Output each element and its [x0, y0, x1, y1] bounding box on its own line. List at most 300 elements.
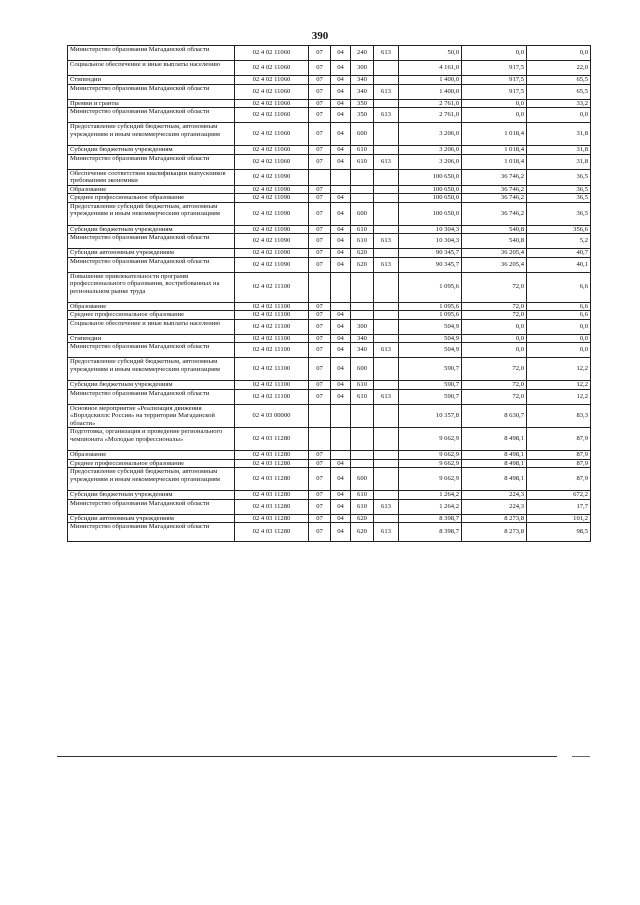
row-department: 613 [374, 154, 399, 169]
row-executed: 1 018,4 [462, 123, 527, 146]
row-subsection: 04 [331, 381, 351, 390]
row-executed: 72,0 [462, 389, 527, 404]
row-department [374, 76, 399, 85]
footer-rule [57, 756, 557, 757]
row-name: Основное мероприятие «Реализация движения «Ворлдскиллс Россия» на территории Магаданской области» [68, 404, 235, 428]
row-name: Министерство образования Магаданской области [68, 234, 235, 249]
row-code: 02 4 03 00000 [235, 404, 309, 428]
row-section: 07 [309, 381, 331, 390]
row-code: 02 4 03 11280 [235, 459, 309, 468]
row-department [374, 319, 399, 334]
table-row [68, 468, 591, 491]
row-name: Образование [68, 451, 235, 460]
table-row [68, 451, 591, 460]
row-planned: 2 761,0 [399, 108, 462, 123]
row-planned: 1 264,2 [399, 499, 462, 514]
row-percent: 12,2 [527, 381, 591, 390]
row-section: 07 [309, 249, 331, 258]
row-subsection: 04 [331, 123, 351, 146]
row-percent: 98,5 [527, 523, 591, 542]
row-executed: 8 498,1 [462, 451, 527, 460]
row-planned: 8 398,7 [399, 523, 462, 542]
row-expense-type: 610 [351, 146, 374, 155]
row-section [309, 272, 331, 302]
row-expense-type: 610 [351, 225, 374, 234]
row-executed: 1 018,4 [462, 154, 527, 169]
row-executed: 224,3 [462, 499, 527, 514]
row-expense-type [351, 428, 374, 451]
row-subsection: 04 [331, 343, 351, 358]
row-executed: 0,0 [462, 319, 527, 334]
row-name: Субсидии бюджетным учреждениям [68, 381, 235, 390]
row-percent: 31,8 [527, 123, 591, 146]
row-subsection: 04 [331, 257, 351, 272]
row-subsection: 04 [331, 389, 351, 404]
row-percent: 6,6 [527, 272, 591, 302]
row-code: 02 4 03 11280 [235, 451, 309, 460]
row-section: 07 [309, 343, 331, 358]
row-expense-type [351, 302, 374, 311]
row-section: 07 [309, 514, 331, 523]
row-subsection: 04 [331, 146, 351, 155]
row-department [374, 468, 399, 491]
row-name: Образование [68, 185, 235, 194]
table-row [68, 99, 591, 108]
row-subsection [331, 185, 351, 194]
row-code: 02 4 02 11100 [235, 389, 309, 404]
row-percent: 31,8 [527, 146, 591, 155]
row-section [309, 428, 331, 451]
row-percent: 6,6 [527, 311, 591, 320]
table-row [68, 358, 591, 381]
row-executed: 917,5 [462, 76, 527, 85]
row-subsection: 04 [331, 108, 351, 123]
row-expense-type: 600 [351, 123, 374, 146]
table-row [68, 311, 591, 320]
row-planned: 9 662,9 [399, 428, 462, 451]
row-department: 613 [374, 234, 399, 249]
table-row [68, 272, 591, 302]
row-section: 07 [309, 334, 331, 343]
row-name: Предоставление субсидий бюджетным, автономным учреждениям и иным некоммерческим организациям [68, 202, 235, 225]
row-percent: 17,7 [527, 499, 591, 514]
row-department [374, 99, 399, 108]
row-name: Среднее профессиональное образование [68, 459, 235, 468]
row-section: 07 [309, 61, 331, 76]
row-name: Повышение привлекательности программ профессионального образования, востребованных на региональном рынке труда [68, 272, 235, 302]
row-executed: 0,0 [462, 334, 527, 343]
row-subsection: 04 [331, 499, 351, 514]
row-name: Министерство образования Магаданской области [68, 108, 235, 123]
row-percent: 36,5 [527, 185, 591, 194]
row-subsection [331, 272, 351, 302]
row-code: 02 4 02 11100 [235, 302, 309, 311]
row-executed: 917,5 [462, 84, 527, 99]
row-expense-type: 610 [351, 491, 374, 500]
row-planned: 1 400,0 [399, 76, 462, 85]
row-percent: 33,2 [527, 99, 591, 108]
row-code: 02 4 02 11100 [235, 311, 309, 320]
row-expense-type: 300 [351, 319, 374, 334]
row-planned: 100 650,0 [399, 169, 462, 185]
row-name: Премии и гранты [68, 99, 235, 108]
row-name: Субсидии автономным учреждениям [68, 514, 235, 523]
row-code: 02 4 02 11060 [235, 123, 309, 146]
row-executed: 917,5 [462, 61, 527, 76]
row-planned: 504,9 [399, 334, 462, 343]
row-section: 07 [309, 459, 331, 468]
row-subsection [331, 302, 351, 311]
row-percent: 40,1 [527, 257, 591, 272]
table-row [68, 154, 591, 169]
row-subsection: 04 [331, 234, 351, 249]
row-section: 07 [309, 257, 331, 272]
row-expense-type: 600 [351, 468, 374, 491]
table-row [68, 185, 591, 194]
table-row [68, 249, 591, 258]
row-department [374, 459, 399, 468]
row-planned: 90 345,7 [399, 249, 462, 258]
row-department [374, 249, 399, 258]
row-code: 02 4 02 11090 [235, 169, 309, 185]
row-planned: 90 345,7 [399, 257, 462, 272]
row-subsection [331, 404, 351, 428]
row-code: 02 4 03 11280 [235, 491, 309, 500]
row-department [374, 491, 399, 500]
row-code: 02 4 02 11060 [235, 46, 309, 61]
row-code: 02 4 02 11060 [235, 108, 309, 123]
row-subsection: 04 [331, 311, 351, 320]
row-expense-type [351, 459, 374, 468]
row-percent: 0,0 [527, 343, 591, 358]
row-expense-type: 620 [351, 523, 374, 542]
row-percent: 87,9 [527, 451, 591, 460]
row-department [374, 146, 399, 155]
row-planned: 1 095,6 [399, 302, 462, 311]
row-name: Субсидии бюджетным учреждениям [68, 146, 235, 155]
row-subsection: 04 [331, 459, 351, 468]
row-percent: 0,0 [527, 319, 591, 334]
row-code: 02 4 02 11090 [235, 249, 309, 258]
row-department [374, 311, 399, 320]
row-section: 07 [309, 108, 331, 123]
row-section: 07 [309, 146, 331, 155]
row-section: 07 [309, 311, 331, 320]
row-department: 613 [374, 108, 399, 123]
row-expense-type: 240 [351, 46, 374, 61]
row-name: Среднее профессиональное образование [68, 194, 235, 203]
row-department [374, 404, 399, 428]
row-code: 02 4 02 11060 [235, 99, 309, 108]
row-code: 02 4 02 11090 [235, 225, 309, 234]
table-row [68, 257, 591, 272]
row-executed: 36 205,4 [462, 249, 527, 258]
row-section: 07 [309, 302, 331, 311]
row-code: 02 4 02 11090 [235, 194, 309, 203]
row-expense-type [351, 311, 374, 320]
row-section: 07 [309, 319, 331, 334]
table-row [68, 343, 591, 358]
row-code: 02 4 02 11060 [235, 61, 309, 76]
row-percent: 356,6 [527, 225, 591, 234]
row-subsection [331, 169, 351, 185]
row-subsection: 04 [331, 225, 351, 234]
row-name: Социальное обеспечение и иные выплаты населению [68, 61, 235, 76]
row-section: 07 [309, 202, 331, 225]
row-department [374, 225, 399, 234]
row-percent: 101,2 [527, 514, 591, 523]
table-row [68, 76, 591, 85]
row-expense-type [351, 451, 374, 460]
table-row [68, 202, 591, 225]
row-percent: 83,3 [527, 404, 591, 428]
row-planned: 1 095,6 [399, 272, 462, 302]
row-executed: 0,0 [462, 99, 527, 108]
row-expense-type [351, 194, 374, 203]
row-planned: 10 304,3 [399, 225, 462, 234]
page-number: 390 [311, 30, 329, 42]
row-name: Министерство образования Магаданской области [68, 499, 235, 514]
row-department: 613 [374, 499, 399, 514]
row-department [374, 202, 399, 225]
row-executed: 8 273,8 [462, 523, 527, 542]
row-percent: 6,6 [527, 302, 591, 311]
row-executed: 1 018,4 [462, 146, 527, 155]
row-planned: 3 206,0 [399, 123, 462, 146]
row-planned: 590,7 [399, 389, 462, 404]
row-code: 02 4 02 11060 [235, 76, 309, 85]
row-percent: 87,9 [527, 468, 591, 491]
row-subsection: 04 [331, 491, 351, 500]
row-executed: 224,3 [462, 491, 527, 500]
row-executed: 540,8 [462, 225, 527, 234]
row-code: 02 4 02 11100 [235, 272, 309, 302]
table-row [68, 319, 591, 334]
row-executed: 540,8 [462, 234, 527, 249]
table-row [68, 169, 591, 185]
row-name: Обеспечение соответствия квалификации выпускников требованиям экономики [68, 169, 235, 185]
table-row [68, 523, 591, 542]
row-executed: 72,0 [462, 311, 527, 320]
row-expense-type: 610 [351, 499, 374, 514]
row-executed: 36 746,2 [462, 169, 527, 185]
row-expense-type: 350 [351, 108, 374, 123]
row-code: 02 4 02 11100 [235, 381, 309, 390]
row-name: Министерство образования Магаданской области [68, 523, 235, 542]
row-subsection: 04 [331, 319, 351, 334]
row-subsection: 04 [331, 46, 351, 61]
row-expense-type [351, 185, 374, 194]
table-row [68, 61, 591, 76]
row-percent: 0,0 [527, 46, 591, 61]
row-expense-type [351, 404, 374, 428]
table-row [68, 46, 591, 61]
row-section: 07 [309, 225, 331, 234]
row-name: Министерство образования Магаданской области [68, 343, 235, 358]
row-name: Министерство образования Магаданской области [68, 257, 235, 272]
table-row [68, 225, 591, 234]
row-name: Стипендии [68, 334, 235, 343]
row-percent: 65,5 [527, 84, 591, 99]
row-percent: 31,8 [527, 154, 591, 169]
table-row [68, 123, 591, 146]
row-section: 07 [309, 84, 331, 99]
row-expense-type: 620 [351, 249, 374, 258]
row-executed: 72,0 [462, 381, 527, 390]
table-row [68, 428, 591, 451]
row-executed: 8 630,7 [462, 404, 527, 428]
table-row [68, 499, 591, 514]
row-code: 02 4 02 11090 [235, 257, 309, 272]
row-expense-type: 300 [351, 61, 374, 76]
row-planned: 9 662,9 [399, 468, 462, 491]
row-executed: 72,0 [462, 302, 527, 311]
row-planned: 9 662,9 [399, 459, 462, 468]
table-row [68, 194, 591, 203]
row-expense-type: 610 [351, 154, 374, 169]
row-name: Образование [68, 302, 235, 311]
row-section: 07 [309, 185, 331, 194]
row-section [309, 404, 331, 428]
row-planned: 1 095,6 [399, 311, 462, 320]
row-department [374, 451, 399, 460]
row-department: 613 [374, 84, 399, 99]
row-name: Министерство образования Магаданской области [68, 84, 235, 99]
row-planned: 504,9 [399, 343, 462, 358]
row-planned: 590,7 [399, 381, 462, 390]
row-department [374, 123, 399, 146]
table-row [68, 514, 591, 523]
row-code: 02 4 02 11100 [235, 319, 309, 334]
row-section: 07 [309, 234, 331, 249]
row-expense-type [351, 272, 374, 302]
row-expense-type: 600 [351, 358, 374, 381]
row-code: 02 4 02 11060 [235, 84, 309, 99]
row-department [374, 358, 399, 381]
row-percent: 5,2 [527, 234, 591, 249]
row-department: 613 [374, 523, 399, 542]
table-row [68, 84, 591, 99]
row-expense-type [351, 169, 374, 185]
row-executed: 0,0 [462, 46, 527, 61]
row-name: Субсидии бюджетным учреждениям [68, 491, 235, 500]
row-percent: 12,2 [527, 358, 591, 381]
row-subsection: 04 [331, 514, 351, 523]
row-department [374, 169, 399, 185]
row-name: Министерство образования Магаданской области [68, 154, 235, 169]
row-percent: 36,5 [527, 202, 591, 225]
row-department [374, 61, 399, 76]
row-expense-type: 340 [351, 84, 374, 99]
row-code: 02 4 02 11060 [235, 146, 309, 155]
row-section: 07 [309, 499, 331, 514]
row-percent: 87,9 [527, 428, 591, 451]
row-planned: 590,7 [399, 358, 462, 381]
row-executed: 36 746,2 [462, 202, 527, 225]
row-section: 07 [309, 451, 331, 460]
row-expense-type: 350 [351, 99, 374, 108]
row-executed: 0,0 [462, 108, 527, 123]
row-planned: 100 650,0 [399, 202, 462, 225]
table-row [68, 234, 591, 249]
row-expense-type: 610 [351, 234, 374, 249]
row-expense-type: 340 [351, 343, 374, 358]
row-code: 02 4 03 11280 [235, 514, 309, 523]
row-department [374, 194, 399, 203]
row-name: Подготовка, организация и проведение регионального чемпионата «Молодые профессионалы» [68, 428, 235, 451]
table-row [68, 108, 591, 123]
row-department: 613 [374, 257, 399, 272]
row-planned: 50,0 [399, 46, 462, 61]
row-name: Предоставление субсидий бюджетным, автономным учреждениям и иным некоммерческим организациям [68, 468, 235, 491]
row-subsection [331, 428, 351, 451]
row-section: 07 [309, 154, 331, 169]
table-row [68, 146, 591, 155]
row-expense-type: 610 [351, 381, 374, 390]
row-planned: 504,9 [399, 319, 462, 334]
row-department [374, 272, 399, 302]
row-subsection: 04 [331, 154, 351, 169]
row-executed: 36 746,2 [462, 194, 527, 203]
row-section: 07 [309, 194, 331, 203]
row-name: Министерство образования Магаданской области [68, 389, 235, 404]
table-row [68, 334, 591, 343]
row-planned: 3 206,0 [399, 146, 462, 155]
row-executed: 72,0 [462, 272, 527, 302]
row-percent: 36,5 [527, 194, 591, 203]
row-expense-type: 340 [351, 76, 374, 85]
row-section: 07 [309, 76, 331, 85]
row-name: Министерство образования Магаданской области [68, 46, 235, 61]
row-name: Стипендии [68, 76, 235, 85]
row-department [374, 185, 399, 194]
row-code: 02 4 03 11280 [235, 428, 309, 451]
row-code: 02 4 03 11280 [235, 499, 309, 514]
row-code: 02 4 03 11280 [235, 523, 309, 542]
row-name: Предоставление субсидий бюджетным, автономным учреждениям и иным некоммерческим организациям [68, 123, 235, 146]
row-subsection: 04 [331, 202, 351, 225]
row-code: 02 4 02 11090 [235, 185, 309, 194]
row-percent: 0,0 [527, 334, 591, 343]
row-percent: 0,0 [527, 108, 591, 123]
row-planned: 3 206,0 [399, 154, 462, 169]
row-executed: 36 205,4 [462, 257, 527, 272]
row-section: 07 [309, 523, 331, 542]
row-executed: 36 746,2 [462, 185, 527, 194]
row-section: 07 [309, 468, 331, 491]
row-code: 02 4 02 11090 [235, 202, 309, 225]
row-subsection: 04 [331, 61, 351, 76]
row-executed: 8 498,1 [462, 459, 527, 468]
row-planned: 1 400,0 [399, 84, 462, 99]
row-section: 07 [309, 358, 331, 381]
row-subsection: 04 [331, 249, 351, 258]
row-planned: 1 264,2 [399, 491, 462, 500]
row-planned: 100 650,0 [399, 194, 462, 203]
row-code: 02 4 02 11060 [235, 154, 309, 169]
table-row [68, 459, 591, 468]
row-name: Субсидии бюджетным учреждениям [68, 225, 235, 234]
table-row [68, 404, 591, 428]
row-planned: 2 761,0 [399, 99, 462, 108]
row-department [374, 334, 399, 343]
row-section [309, 169, 331, 185]
row-name: Среднее профессиональное образование [68, 311, 235, 320]
row-subsection: 04 [331, 194, 351, 203]
row-executed: 8 273,8 [462, 514, 527, 523]
row-code: 02 4 02 11100 [235, 343, 309, 358]
row-percent: 40,7 [527, 249, 591, 258]
